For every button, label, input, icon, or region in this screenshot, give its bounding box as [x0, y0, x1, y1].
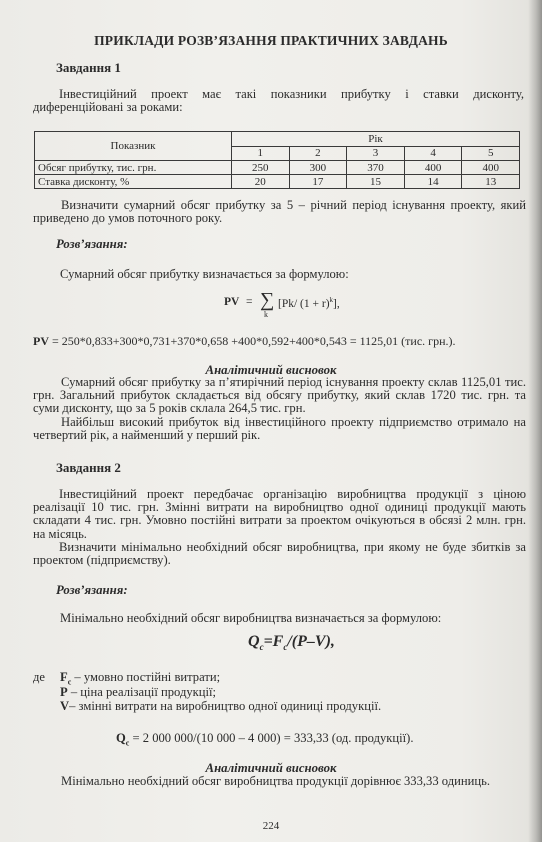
calc-pv: PV — [33, 334, 49, 348]
formula-exponent: k — [329, 296, 334, 304]
formula-rest: /(P–V), — [287, 633, 335, 650]
task1-conclusion-p2: Найбільш високий прибуток від інвестиційного проекту підприємство отримало на четвертий рік, а найменший у перший рік. — [33, 415, 526, 443]
task1-heading: Завдання 1 — [56, 60, 121, 75]
table-cell: 250 — [232, 161, 290, 175]
task1-intro: Інвестиційний проект має такі показники прибутку і ставки дисконту, диференційовані за роками: — [33, 87, 524, 115]
table-cell: 20 — [232, 175, 290, 189]
row-label: Обсяг прибутку, тис. грн. — [35, 161, 232, 175]
def-symbol: V — [60, 699, 70, 713]
year-cell: 1 — [232, 146, 290, 161]
page-number: 224 — [262, 820, 280, 832]
year-cell: 2 — [289, 146, 347, 161]
calc-q: Q — [116, 731, 126, 745]
formula-equals: = — [246, 296, 253, 308]
task1-question: Визначити сумарний обсяг прибутку за 5 – річний період існування проекту, який приведено до умов поточного року. — [33, 198, 526, 226]
page-edge-shadow — [528, 0, 542, 842]
year-cell: 4 — [404, 146, 462, 161]
table-cell: 300 — [289, 161, 347, 175]
task2-conclusion-p1: Мінімально необхідний обсяг виробництва продукції дорівнює 333,33 одиниць. — [61, 774, 490, 788]
formula-pv: PV — [224, 296, 240, 308]
task2-calculation — [116, 732, 413, 750]
formula-body-close: ], — [333, 297, 340, 310]
def-text: – умовно постійні витрати; — [71, 670, 221, 684]
task2-solution-label: Розв’язання: — [56, 583, 128, 597]
where-label: де — [33, 670, 45, 684]
def-text: – ціна реалізації продукції; — [67, 685, 217, 699]
page-title: ПРИКЛАДИ РОЗВ’ЯЗАННЯ ПРАКТИЧНИХ ЗАВДАНЬ — [94, 33, 448, 48]
task1-solution-label: Розв’язання: — [56, 237, 128, 251]
task1-conclusion-title: Аналітичний висновок — [205, 363, 337, 377]
task2-formula-intro: Мінімально необхідний обсяг виробництва визначається за формулою: — [60, 611, 442, 625]
calc-q-sub: c — [125, 738, 130, 748]
table-cell: 14 — [404, 175, 462, 189]
calc-expression: = 250*0,833+300*0,731+370*0,658 +400*0,592+400*0,543 = 1125,01 (тис. грн.). — [49, 334, 456, 348]
table-cell: 13 — [462, 175, 520, 189]
table-cell: 400 — [462, 161, 520, 175]
formula-eq-f: =F — [263, 633, 284, 650]
table-cell: 370 — [347, 161, 405, 175]
task2-conclusion-title: Аналітичний висновок — [205, 761, 337, 775]
task1-table — [34, 131, 520, 189]
def-subscript: c — [67, 677, 72, 687]
task2-question: Визначити мінімально необхідний обсяг виробництва, при якому не буде збитків за проектом (підприємству). — [33, 540, 526, 568]
table-row — [35, 161, 520, 175]
year-cell: 3 — [347, 146, 405, 161]
formula-q: Q — [248, 633, 260, 650]
task1-formula-intro: Сумарний обсяг прибутку визначається за формулою: — [60, 267, 349, 281]
def-v — [60, 700, 530, 713]
table-header-year: Рік — [232, 132, 520, 147]
def-symbol: F — [60, 670, 68, 684]
row-label: Ставка дисконту, % — [35, 175, 232, 189]
table-header-indicator: Показник — [35, 132, 232, 161]
task2-formula — [248, 633, 335, 652]
task2-intro: Інвестиційний проект передбачає організацію виробництва продукції з ціною реалізації 10 тис. грн. Змінні витрати на виробництво одної одиниці продукції мають складати 4 тис. грн. Умовно постійні витрати за проектом очікуються в обсязі 2 млн. грн. на місяць. — [33, 487, 526, 541]
task1-calculation — [33, 335, 533, 348]
sum-subscript: k — [264, 310, 268, 319]
sum-symbol: ∑ — [260, 289, 275, 311]
calc-expression: = 2 000 000/(10 000 – 4 000) = 333,33 (од. продукції). — [129, 731, 414, 745]
task2-heading: Завдання 2 — [56, 460, 121, 475]
formula-q-sub: c — [259, 642, 264, 653]
formula-body — [278, 296, 340, 310]
def-text: – змінні витрати на виробництво одної одиниці продукції. — [69, 699, 382, 713]
table-cell: 15 — [347, 175, 405, 189]
formula-f-sub: c — [283, 642, 288, 653]
table-cell: 17 — [289, 175, 347, 189]
task1-conclusion-p1: Сумарний обсяг прибутку за п’ятирічний період існування проекту склав 1125,01 тис. грн. Загальний прибуток складається від обсягу прибутку, який склав 1720 тис. грн. та суми дисконту, що за 5 років склала 264,5 тис. грн. — [33, 375, 526, 416]
table-row — [35, 175, 520, 189]
table-cell: 400 — [404, 161, 462, 175]
task1-formula — [224, 290, 364, 318]
def-symbol: P — [60, 685, 68, 699]
formula-body-main: [Pk/ (1 + r) — [278, 297, 330, 310]
def-p — [60, 686, 530, 699]
year-cell: 5 — [462, 146, 520, 161]
